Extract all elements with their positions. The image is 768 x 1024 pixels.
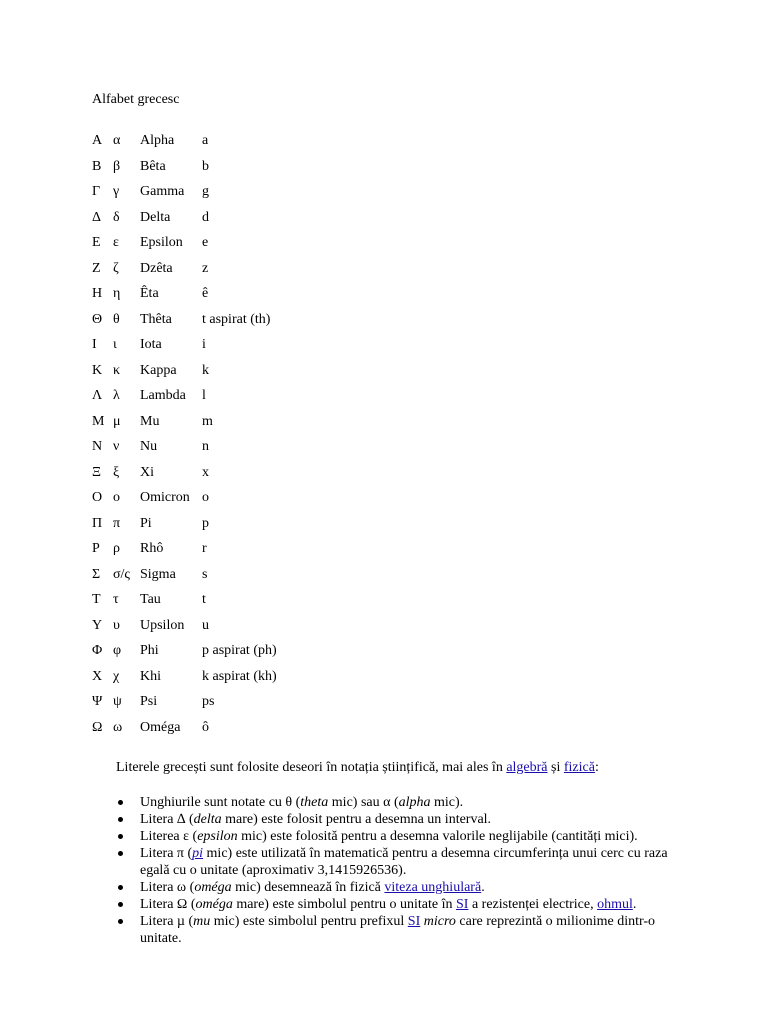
letter-transliteration: r [202, 541, 207, 556]
link-fizica[interactable]: fizică [563, 760, 595, 775]
letter-transliteration: t aspirat (th) [202, 311, 271, 327]
item-text: Litera ω ( [140, 880, 195, 895]
link-pi[interactable]: pi [192, 846, 204, 861]
letter-transliteration: k aspirat (kh) [202, 668, 277, 684]
letter-name: Epsilon [140, 235, 183, 250]
letter-name: Êta [140, 286, 159, 301]
letter-transliteration: u [202, 617, 209, 633]
lowercase-letter: ν [113, 439, 120, 454]
uppercase-letter: Θ [92, 311, 103, 327]
uppercase-letter: Τ [92, 592, 101, 607]
item-italic: theta [300, 795, 329, 810]
letter-transliteration: p [202, 515, 209, 531]
intro-text: Literele grecești sunt folosite deseori în notația științifică, mai ales în [116, 760, 507, 775]
item-italic: epsilon [197, 829, 238, 844]
letter-transliteration: z [202, 260, 209, 276]
uppercase-letter: Φ [92, 643, 103, 658]
uppercase-letter: Δ [92, 209, 102, 225]
list-item [140, 913, 690, 947]
item-text: Litera π ( [140, 846, 193, 861]
item-text: . [481, 880, 485, 895]
letter-name: Mu [140, 413, 160, 429]
item-text: mic) este utilizată în matematică pentru a desemna circumferința unui cerc cu raza egală cu o unitate (aproximativ 3,1415926536). [140, 846, 668, 878]
lowercase-letter: ι [113, 337, 117, 352]
uppercase-letter: Ω [92, 719, 103, 735]
lowercase-letter: κ [113, 362, 121, 378]
letter-transliteration: b [202, 158, 209, 174]
letter-transliteration: p aspirat (ph) [202, 643, 277, 658]
uppercase-letter: Ι [92, 337, 97, 352]
lowercase-letter: γ [113, 184, 120, 199]
uppercase-letter: Ν [92, 439, 103, 454]
item-text: care reprezintă o milionime dintr-o unitate. [140, 914, 656, 946]
item-italic: oméga [195, 897, 233, 912]
item-text: . [632, 897, 637, 912]
letter-transliteration: l [202, 388, 206, 403]
uppercase-letter: Ρ [92, 541, 100, 556]
link-viteza-unghiulara[interactable]: viteza unghiulară [384, 880, 482, 895]
lowercase-letter: ο [113, 490, 120, 505]
letter-name: Lambda [140, 388, 186, 403]
letter-transliteration: e [202, 235, 209, 250]
list-item [140, 811, 690, 828]
letter-name: Bêta [140, 158, 166, 174]
lowercase-letter: ε [113, 235, 119, 250]
lowercase-letter: τ [113, 592, 119, 607]
letter-name: Sigma [140, 566, 176, 582]
letter-name: Omicron [140, 490, 190, 505]
item-text: Litera ∆ ( [140, 812, 194, 827]
letter-name: Psi [140, 694, 158, 709]
letter-name: Alpha [140, 133, 175, 148]
lowercase-letter: μ [113, 413, 121, 429]
uppercase-letter: Σ [92, 566, 101, 582]
uppercase-letter: Λ [92, 388, 103, 403]
lowercase-letter: δ [113, 209, 120, 225]
letter-transliteration: g [202, 184, 209, 199]
letter-transliteration: d [202, 209, 209, 225]
letter-transliteration: k [202, 362, 209, 378]
lowercase-letter: φ [113, 643, 122, 658]
item-italic: delta [193, 812, 222, 827]
lowercase-letter: η [113, 286, 121, 301]
item-text: Litera Ω ( [140, 897, 196, 912]
letter-name: Pi [140, 515, 152, 531]
uppercase-letter: Γ [92, 184, 101, 199]
letter-transliteration: n [202, 439, 209, 454]
lowercase-letter: ω [113, 719, 123, 735]
lowercase-letter: π [113, 515, 121, 531]
uppercase-letter: Ψ [92, 694, 103, 709]
letter-transliteration: x [202, 464, 209, 480]
letter-name: Kappa [140, 362, 177, 378]
letter-transliteration: o [202, 490, 209, 505]
item-text: mic) sau α ( [328, 795, 399, 810]
uppercase-letter: Μ [92, 413, 105, 429]
item-text: mic) desemnează în fizică [231, 880, 385, 895]
item-text: mic) este folosită pentru a desemna valorile neglijabile (cantități mici). [237, 829, 638, 844]
letter-name: Upsilon [140, 617, 185, 633]
uppercase-letter: Β [92, 158, 102, 174]
uppercase-letter: Η [92, 286, 103, 301]
list-item [140, 896, 690, 913]
lowercase-letter: σ/ς [113, 566, 130, 582]
link-si[interactable]: SI [407, 914, 421, 929]
page-title: Alfabet grecesc [92, 92, 180, 107]
item-text: a rezistenței electrice, [468, 897, 598, 912]
letter-transliteration: m [202, 413, 213, 429]
item-italic: mu [193, 914, 211, 929]
letter-name: Delta [140, 209, 171, 225]
item-italic: oméga [194, 880, 232, 895]
letter-transliteration: t [202, 592, 206, 607]
letter-name: Nu [140, 439, 158, 454]
uppercase-letter: Α [92, 133, 103, 148]
letter-name: Dzêta [140, 260, 173, 276]
letter-name: Thêta [140, 311, 172, 327]
uppercase-letter: Υ [92, 617, 103, 633]
letter-transliteration: a [202, 133, 209, 148]
lowercase-letter: χ [113, 668, 120, 684]
link-algebra[interactable]: algebră [506, 760, 548, 775]
link-si[interactable]: SI [456, 897, 469, 912]
letter-name: Tau [140, 592, 161, 607]
item-italic: alpha [398, 795, 431, 810]
letter-name: Phi [140, 643, 159, 658]
letter-transliteration: s [202, 566, 208, 582]
item-text: mare) este folosit pentru a desemna un interval. [221, 812, 492, 827]
link-ohmul[interactable]: ohmul [597, 897, 633, 912]
uppercase-letter: Κ [92, 362, 103, 378]
lowercase-letter: ρ [113, 541, 120, 556]
lowercase-letter: α [113, 133, 121, 148]
letter-transliteration: ô [202, 719, 209, 735]
uppercase-letter: Ε [92, 235, 101, 250]
item-italic: micro [423, 914, 456, 929]
lowercase-letter: υ [113, 617, 120, 633]
item-text: Litera µ ( [140, 914, 194, 929]
lowercase-letter: β [113, 158, 121, 174]
list-item [140, 828, 690, 845]
letter-name: Gamma [140, 184, 185, 199]
uppercase-letter: Ζ [92, 260, 101, 276]
item-text: mic) este simbolul pentru prefixul [210, 914, 408, 929]
list-item [140, 794, 690, 811]
lowercase-letter: ζ [113, 260, 119, 276]
letter-transliteration: ê [202, 286, 209, 301]
lowercase-letter: θ [113, 311, 120, 327]
letter-name: Oméga [140, 719, 181, 735]
letter-name: Khi [140, 668, 161, 684]
lowercase-letter: λ [113, 388, 120, 403]
letter-name: Iota [140, 337, 162, 352]
list-item [140, 845, 690, 879]
lowercase-letter: ψ [113, 694, 122, 709]
uppercase-letter: Ο [92, 490, 103, 505]
lowercase-letter: ξ [113, 464, 120, 480]
item-text: Unghiurile sunt notate cu θ ( [140, 795, 301, 810]
letter-name: Xi [140, 464, 154, 480]
letter-name: Rhô [140, 541, 164, 556]
item-text: Literea ε ( [140, 829, 198, 844]
item-text: mic). [430, 795, 464, 810]
intro-paragraph [116, 759, 599, 777]
uppercase-letter: Ξ [92, 464, 102, 480]
intro-conjunction: și [547, 760, 564, 775]
uppercase-letter: Π [92, 515, 103, 531]
letter-transliteration: i [202, 337, 206, 352]
usage-list [140, 794, 690, 947]
letter-transliteration: ps [202, 694, 215, 709]
item-text: mare) este simbolul pentru o unitate în [232, 897, 456, 912]
list-item [140, 879, 690, 896]
uppercase-letter: Χ [92, 668, 103, 684]
intro-colon: : [594, 760, 599, 775]
